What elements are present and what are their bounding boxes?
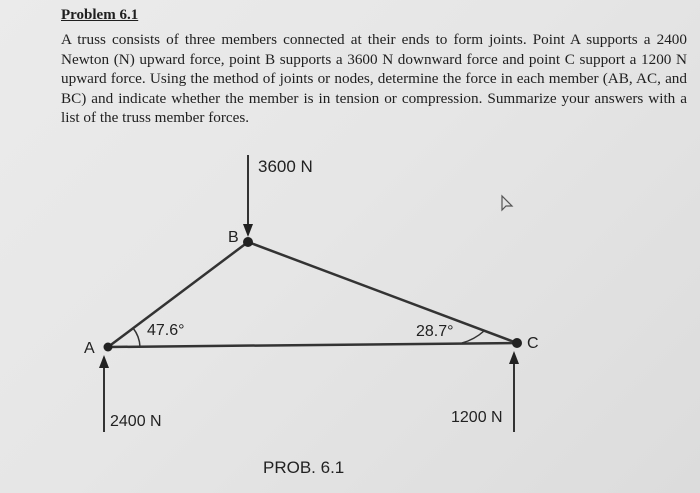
figure-caption: PROB. 6.1 [263, 458, 345, 477]
joint-a-node [104, 343, 113, 352]
problem-statement: A truss consists of three members connected at their ends to form joints. Point A supports a 2400 Newton (N) upward force, point B supports a 3600 N downward force and point C support a 1200 N upward force. Using the method of joints or nodes, determine the force in each member (AB, AC, and BC) and indicate whether the member is in tension or compression. Summarize your answers with a list of the truss member forces. [61, 31, 687, 127]
member-ac [108, 343, 517, 347]
joint-b-label: B [228, 229, 239, 246]
cursor-icon [502, 196, 512, 210]
load-c-arrowhead [509, 351, 519, 364]
problem-title: Problem 6.1 [61, 7, 139, 23]
angle-a-label: 47.6° [147, 322, 185, 339]
joint-c-node [512, 338, 522, 348]
angle-c-label: 28.7° [416, 323, 454, 340]
member-bc [248, 242, 517, 343]
load-a-label: 2400 N [110, 413, 162, 430]
joint-a-label: A [84, 340, 95, 357]
joint-c-label: C [527, 335, 539, 352]
angle-c-arc [462, 331, 484, 343]
load-c-label: 1200 N [451, 409, 503, 426]
load-b-arrowhead [243, 224, 253, 237]
angle-a-arc [133, 328, 140, 347]
joint-b-node [243, 237, 253, 247]
load-b-label: 3600 N [258, 157, 313, 176]
load-a-arrowhead [99, 355, 109, 368]
